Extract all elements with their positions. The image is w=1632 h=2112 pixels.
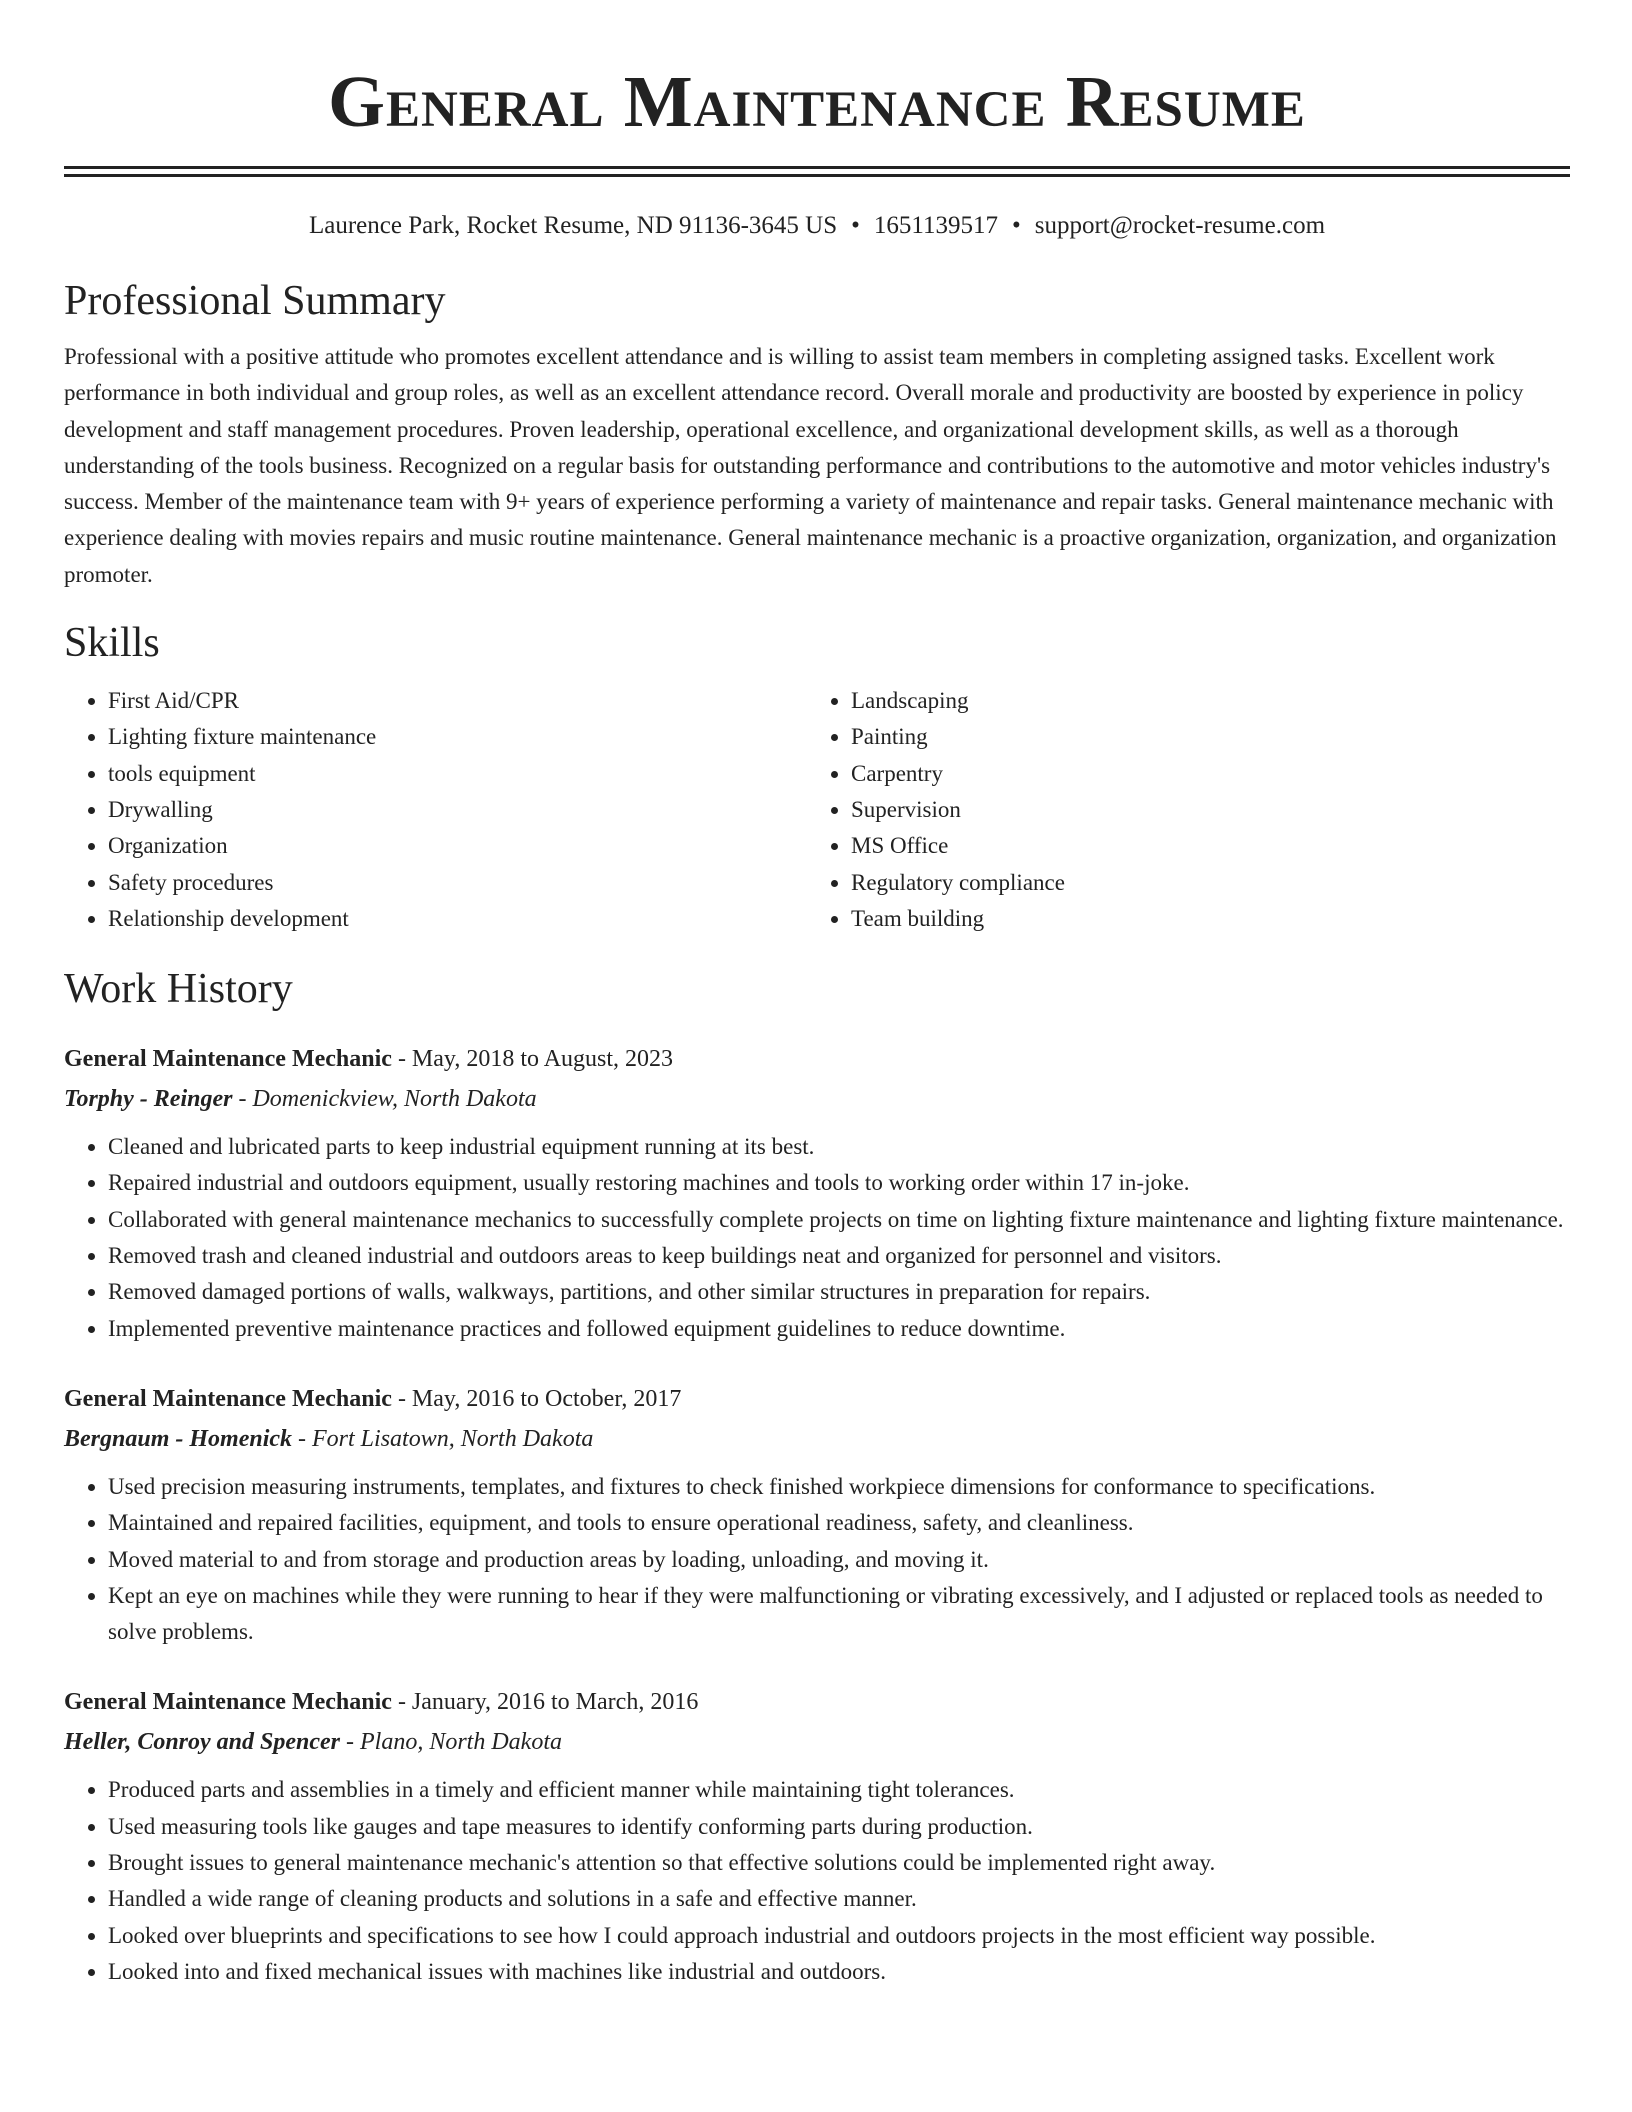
skill-item: • Supervision: [851, 792, 1550, 828]
contact-line: [64, 211, 1570, 241]
job-duty-item: • Cleaned and lubricated parts to keep industrial equipment running at its best.: [108, 1129, 1570, 1165]
job-title-line: [64, 1039, 1570, 1079]
skill-item: • Safety procedures: [108, 865, 807, 901]
job-company: Torphy - Reinger: [64, 1086, 233, 1113]
skill-item: • Drywalling: [108, 792, 807, 828]
job-duties: [64, 1129, 1570, 1347]
job-role: General Maintenance Mechanic: [64, 1046, 392, 1073]
page-title: General Maintenance Resume: [328, 61, 1306, 142]
job-company: Heller, Conroy and Spencer: [64, 1729, 341, 1756]
contact-address: Laurence Park, Rocket Resume, ND 91136-3645 US: [308, 212, 838, 239]
job-company-line: [64, 1722, 1570, 1762]
job-duty-item: • Produced parts and assemblies in a timely and efficient manner while maintaining tight tolerances.: [108, 1772, 1570, 1808]
contact-email: support@rocket-resume.com: [1034, 212, 1326, 239]
job-title-line: [64, 1379, 1570, 1419]
job-role: General Maintenance Mechanic: [64, 1689, 392, 1716]
contact-separator: •: [1011, 212, 1021, 239]
summary-heading: Professional Summary: [64, 278, 446, 324]
job-location: - Domenickview, North Dakota: [232, 1086, 537, 1113]
job-duty-item: • Removed trash and cleaned industrial and outdoors areas to keep buildings neat and organized for personnel and visitors.: [108, 1238, 1570, 1274]
skill-item: • Regulatory compliance: [851, 865, 1550, 901]
job-company-line: [64, 1419, 1570, 1459]
skill-item: • Relationship development: [108, 901, 807, 937]
job-entry: [64, 1039, 1570, 1347]
job-location: - Plano, North Dakota: [340, 1729, 563, 1756]
job-duty-item: • Repaired industrial and outdoors equipment, usually restoring machines and tools to working order within 17 in-joke.: [108, 1165, 1570, 1201]
job-company: Bergnaum - Homenick: [64, 1425, 293, 1452]
contact-separator: •: [851, 212, 860, 239]
skills-list: [64, 683, 1570, 937]
job-duty-item: • Removed damaged portions of walls, walkways, partitions, and other similar structures in preparation for repairs.: [108, 1274, 1570, 1310]
contact-phone: 1651139517: [873, 212, 998, 239]
job-dates: - May, 2016 to October, 2017: [391, 1385, 682, 1412]
job-duty-item: • Implemented preventive maintenance practices and followed equipment guidelines to reduce downtime.: [108, 1311, 1570, 1347]
job-duty-item: • Maintained and repaired facilities, equipment, and tools to ensure operational readiness, safety, and cleanliness.: [108, 1505, 1570, 1541]
skill-item: • Painting: [851, 719, 1550, 755]
job-company-line: [64, 1079, 1570, 1119]
skills-heading: Skills: [64, 620, 160, 667]
summary-text: Professional with a positive attitude who promotes excellent attendance and is willing to assist team members in completing assigned tasks. Excellent work performance in both individual and group roles, as well as an excellent attendance record. Overall morale and productivity are boosted by experience in policy development and staff management procedures. Proven leadership, operational excellence, and organizational development skills, as well as a thorough understanding of the tools business. Recognized on a regular basis for outstanding performance and contributions to the automotive and motor vehicles industry's success. Member of the maintenance team with 9+ years of experience performing a variety of maintenance and repair tasks. General maintenance mechanic with experience dealing with movies repairs and music routine maintenance. General maintenance mechanic is a proactive organization, organization, and organization promoter.: [64, 344, 1557, 587]
skill-item: • Organization: [108, 828, 807, 864]
work-history-heading: Work History: [64, 966, 293, 1013]
skill-item: • Team building: [851, 901, 1550, 937]
title-divider-thin: [64, 174, 1570, 177]
job-location: - Fort Lisatown, North Dakota: [292, 1425, 594, 1452]
job-duty-item: • Used measuring tools like gauges and tape measures to identify conforming parts during production.: [108, 1809, 1570, 1845]
skill-item: • Landscaping: [851, 683, 1550, 719]
job-role: General Maintenance Mechanic: [64, 1385, 392, 1412]
skill-item: • Lighting fixture maintenance: [108, 719, 807, 755]
job-duties: [64, 1772, 1570, 1990]
job-duty-item: • Collaborated with general maintenance mechanics to successfully complete projects on time on lighting fixture maintenance and lighting fixture maintenance.: [108, 1202, 1570, 1238]
resume-page: [64, 0, 1570, 1990]
job-entry: [64, 1682, 1570, 1990]
job-dates: - January, 2016 to March, 2016: [391, 1689, 699, 1716]
job-duty-item: • Used precision measuring instruments, templates, and fixtures to check finished workpiece dimensions for conformance to specifications.: [108, 1469, 1570, 1505]
job-entry: [64, 1379, 1570, 1650]
job-duties: [64, 1469, 1570, 1650]
job-duty-item: • Looked into and fixed mechanical issues with machines like industrial and outdoors.: [108, 1954, 1570, 1990]
title-divider-thick: [64, 166, 1570, 169]
job-dates: - May, 2018 to August, 2023: [391, 1046, 674, 1073]
job-duty-item: • Looked over blueprints and specifications to see how I could approach industrial and outdoors projects in the most efficient way possible.: [108, 1918, 1570, 1954]
job-duty-item: • Brought issues to general maintenance mechanic's attention so that effective solutions could be implemented right away.: [108, 1845, 1570, 1881]
skills-column-right: [807, 683, 1550, 937]
job-duty-item: • Handled a wide range of cleaning products and solutions in a safe and effective manner.: [108, 1881, 1570, 1917]
job-duty-item: • Kept an eye on machines while they were running to hear if they were malfunctioning or vibrating excessively, and I adjusted or replaced tools as needed to solve problems.: [108, 1578, 1570, 1651]
skills-column-left: [64, 683, 807, 937]
job-duty-item: • Moved material to and from storage and production areas by loading, unloading, and moving it.: [108, 1542, 1570, 1578]
skill-item: • First Aid/CPR: [108, 683, 807, 719]
skill-item: • Carpentry: [851, 756, 1550, 792]
job-title-line: [64, 1682, 1570, 1722]
skill-item: • tools equipment: [108, 756, 807, 792]
skill-item: • MS Office: [851, 828, 1550, 864]
